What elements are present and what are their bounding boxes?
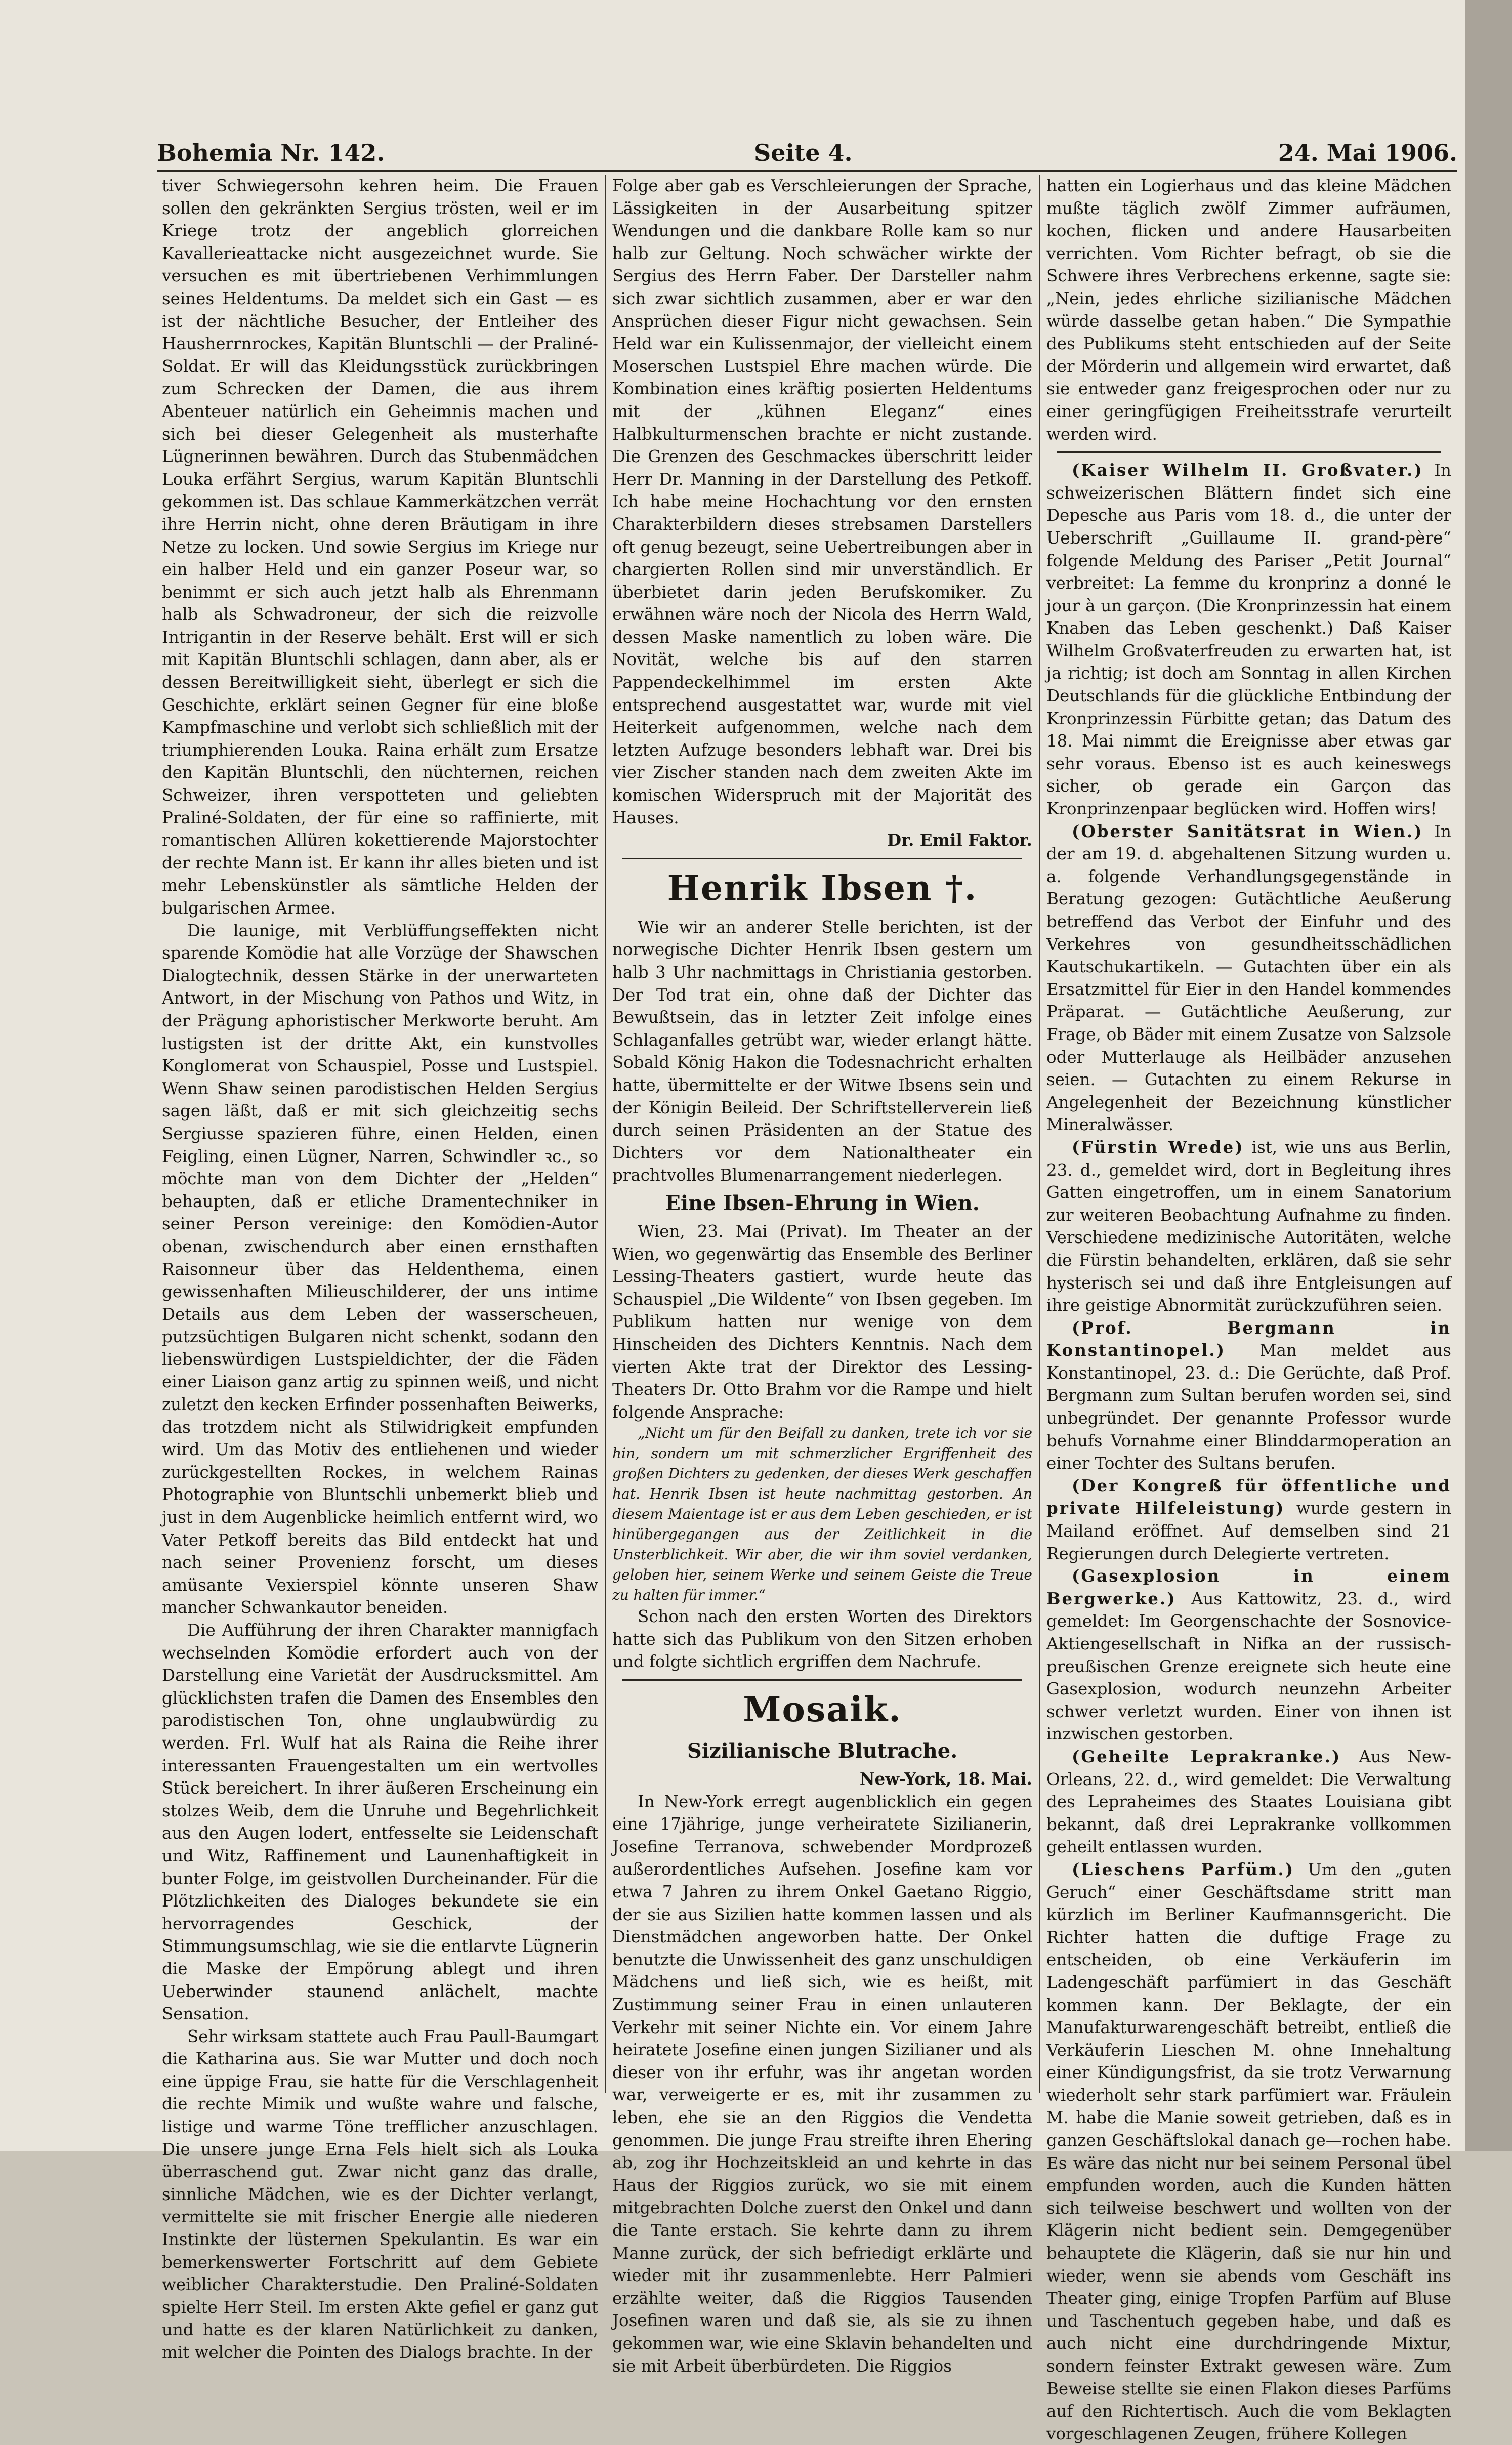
news-item-body: In der am 19. d. abgehaltenen Sitzung wurden u. a. folgende Verhandlungsgegenstände in Beratung gezogen: Gutächtliche Aeußerung betreffend das Verbot der Einfuhr und des Verkehres von gesundheitsschädlichen Kautschukartikeln. — Gutachten über ein als Ersatzmittel für Eier in den Handel kommendes Präparat. — Gutächtliche Aeußerung, zur Frage, ob Bäder mit einem Zusatze von Salzsole oder Mutterlauge als Heilbäder anzusehen seien. — Gutachten zu einem Rekurse in Angelegenheit der Bezeichnung künstlicher Mineralwässer.: [1046, 821, 1451, 1135]
news-item-bergmann: [1046, 1317, 1451, 1475]
news-item-title: (Geheilte Leprakranke.): [1072, 1746, 1341, 1766]
news-item-title: (Lieschens Parfüm.): [1072, 1859, 1295, 1879]
news-item-title: (Kaiser Wilhelm II. Großvater.): [1072, 460, 1423, 480]
mosaik-heading: Mosaik.: [743, 1689, 902, 1730]
page-header: [157, 129, 1457, 175]
paragraph: Sehr wirksam stattete auch Frau Paull-Baumgart die Katharina aus. Sie war Mutter und doch noch eine üppige Frau, sie hatte für die Verschlagenheit die rechte Mimik und wußte wahre und falsche, listige und warme Töne trefflicher anzuschlagen. Die unsere junge Erna Fels hielt sich als Louka überraschend gut. Zwar nicht ganz das dralle, sinnliche Mädchen, wie es der Dichter verlangt, vermittelte sie mit frischer Energie alle niederen Instinkte der lüsternen Spekulantin. Es war ein bemerkenswerter Fortschritt auf dem Gebiete weiblicher Charakterstudie. Den Praliné-Soldaten spielte Herr Steil. Im ersten Akte gefiel er ganz gut und hatte es der klaren Natürlichkeit zu danken, mit welcher die Pointen des Dialogs brachte. In der: [162, 2026, 598, 2362]
news-item-title: (Fürstin Wrede): [1072, 1137, 1244, 1157]
blutrache-heading: Sizilianische Blutrache.: [687, 1739, 958, 1763]
news-item-body: wurde gestern in Mailand eröffnet. Auf demselben sind 21 Regierungen durch Delegierte vertreten.: [1046, 1499, 1451, 1563]
news-item-title: (Der Kongreß für öffentliche und private Hilfeleistung): [1046, 1475, 1451, 1518]
news-item-kaiser: [1046, 459, 1451, 820]
ibsen-heading: Henrik Ibsen †.: [667, 867, 978, 908]
author-signature: Dr. Emil Faktor.: [887, 830, 1032, 850]
paragraph: Wien, 23. Mai (Privat). Im Theater an der Wien, wo gegenwärtig das Ensemble des Berliner Lessing-Theaters gastiert, wurde heute das Schauspiel „Die Wildente“ von Ibsen gegeben. Im Publikum hatten nur wenige von dem Hinscheiden des Dichters Kenntnis. Nach dem vierten Akte trat der Direktor des Lessing-Theaters Dr. Otto Brahm vor die Rampe und hielt folgende Ansprache:: [612, 1221, 1032, 1422]
paragraph: Die Aufführung der ihren Charakter mannigfach wechselnden Komödie erfordert auch von der Darstellung eine Varietät der Ausdrucksmittel. Am glücklichsten trafen die Damen des Ensembles den parodistischen Ton, ohne unglaubwürdig zu werden. Frl. Wulf hat als Raina die Reihe ihrer interessanten Frauengestalten um ein wertvolles Stück bereichert. In ihrer äußeren Erscheinung ein stolzes Weib, dem die Unruhe und Begehrlichkeit aus den Augen lodert, entfesselte sie Leidenschaft und Witz, Raffinement und Launenhaftigkeit in bunter Folge, im geistvollen Durcheinander. Für die Plötzlichkeiten des Dialoges bekundete sie ein hervorragendes Geschick, der Stimmungsumschlag, wie sie die entlarvte Lügnerin die Maske der Empörung ablegt und ihren Ueberwinder staunend anlächelt, machte Sensation.: [162, 1621, 598, 2024]
news-item-kongress: [1046, 1475, 1451, 1565]
column-3: [1046, 175, 1451, 2443]
column-2: [612, 175, 1032, 2376]
news-item-body: Aus Kattowitz, 23. d., wird gemeldet: Im Georgenschachte der Sosnovice-Aktiengesellschaft in Nifka an der russisch-preußischen Grenze ereignete sich heute eine Gasexplosion, wodurch neunzehn Arbeiter schwer verletzt wurden. Einer von ihnen ist inzwischen gestorben.: [1046, 1589, 1451, 1744]
news-item-title: (Gasexplosion in einem Bergwerke.): [1046, 1566, 1451, 1608]
header-date: 24. Mai 1906.: [1278, 139, 1457, 167]
section-rule: [1057, 451, 1441, 453]
paragraph: tiver Schwiegersohn kehren heim. Die Frauen sollen den gekränkten Sergius trösten, weil er im Kriege trotz der angeblich glorreichen Kavallerieattacke nicht ausgezeichnet wurde. Sie versuchen es mit übertriebenen Verhimmlungen seines Heldentums. Da meldet sich ein Gast — es ist der nächtliche Besucher, der Entleiher des Hausherrnrockes, Kapitän Bluntschli — der Praliné-Soldat. Er will das Kleidungsstück zurückbringen zum Schrecken der Damen, die aus ihrem Abenteuer natürlich ein Geheimnis machen und sich bei dieser Gelegenheit als musterhafte Lügnerinnen bewähren. Durch das Stubenmädchen Louka erfährt Sergius, warum Kapitän Bluntschli gekommen ist. Das schlaue Kammerkätzchen verrät ihre Herrin nicht, ohne deren Bräutigam in ihre Netze zu locken. Und sowie Sergius im Kriege nur ein halber Held und ein ganzer Poseur war, so benimmt er sich auch jetzt halb als Ehrenmann halb als Schwadroneur, der sich die reizvolle Intrigantin in der Reserve behält. Erst will er sich mit Kapitän Bluntschli schlagen, dann aber, als er dessen Bereitwilligkeit sieht, überlegt er sich die Geschichte, erklärt seinen Gegner für eine bloße Kampfmaschine und verlobt sich schließlich mit der triumphierenden Louka. Raina erhält zum Ersatze den Kapitän Bluntschli, den nüchternen, reichen Schweizer, ihren verspotteten und geliebten Praliné-Soldaten, der für eine so raffinierte, mit romantischen Allüren kokettierende Majorstochter der rechte Mann ist. Er kann ihr alles bieten und ist mehr Lebenskünstler als sämtliche Helden der bulgarischen Armee.: [162, 176, 598, 918]
news-item-body: Aus New-Orleans, 22. d., wird gemeldet: Die Verwaltung des Lepraheimes des Staates Louisiana gibt bekannt, daß drei Leprakranke vollkommen geheilt entlassen wurden.: [1046, 1747, 1451, 1857]
news-item-body: Man meldet aus Konstantinopel, 23. d.: Die Gerüchte, daß Prof. Bergmann zum Sultan berufen worden sei, sind unbegründet. Der genannte Professor wurde behufs Vornahme einer Blinddarmoperation an einer Tochter des Sultans berufen.: [1046, 1341, 1451, 1473]
news-item-sanitaetsrat: [1046, 820, 1451, 1136]
paragraph: Folge aber gab es Verschleierungen der Sprache, Lässigkeiten in der Ausarbeitung spitzer Wendungen und die dankbare Rolle kam so nur halb zur Geltung. Noch schwächer wirkte der Sergius des Herrn Faber. Der Darsteller nahm sich zwar sichtlich zusammen, aber er war den Ansprüchen dieser Figur nicht gewachsen. Sein Held war ein Kulissenmajor, der vielleicht einem Moserschen Lustspiel Ehre machen würde. Die Kombination eines kräftig posierten Heldentums mit der „kühnen Eleganz“ eines Halbkulturmenschen brachte er nicht zustande. Die Grenzen des Geschmackes überschritt leider Herr Dr. Manning in der Darstellung des Petkoff. Ich habe meine Hochachtung vor den ernsten Charakterbildern dieses strebsamen Darstellers oft genug bezeugt, seine Uebertreibungen aber in chargierten Rollen sind mir unverständlich. Er überbietet darin jeden Berufskomiker. Zu erwähnen wäre noch der Nicola des Herrn Wald, dessen Maske namentlich zu loben wäre. Die Novität, welche bis auf den starren Pappendeckelhimmel im ersten Akte entsprechend ausgestattet war, wurde mit viel Heiterkeit aufgenommen, welche nach dem letzten Aufzuge besonders lebhaft war. Drei bis vier Zischer standen nach dem zweiten Akte im komischen Widerspruch mit der Majorität des Hauses.: [612, 176, 1032, 827]
dateline: New-York, 18. Mai.: [859, 1769, 1032, 1789]
news-item-body: ist, wie uns aus Berlin, 23. d., gemeldet wird, dort in Begleitung ihres Gatten eingetroffen, um in einem Sanatorium zur weiteren Beobachtung Aufnahme zu finden. Verschiedene medizinische Autoritäten, welche die Fürstin behandelten, erklären, daß sie sehr hysterisch sei und daß ihre Entgleisungen auf ihre geistige Abnormität zurückzuführen seien.: [1046, 1137, 1451, 1315]
news-item-title: (Oberster Sanitätsrat in Wien.): [1072, 821, 1423, 841]
column-1: [162, 175, 598, 2362]
news-item-parfuem: [1046, 1858, 1451, 2445]
section-rule: [622, 1679, 1022, 1681]
ibsen-ehrung-heading: Eine Ibsen-Ehrung in Wien.: [665, 1191, 980, 1215]
news-item-lepra: [1046, 1746, 1451, 1858]
paragraph: Schon nach den ersten Worten des Direktors hatte sich das Publikum von den Sitzen erhoben und folgte sichtlich ergriffen dem Nachrufe.: [612, 1607, 1032, 1672]
header-page-number: Seite 4.: [754, 139, 853, 167]
section-rule: [622, 858, 1022, 859]
header-masthead: Bohemia Nr. 142.: [157, 139, 385, 167]
news-item-title: (Prof. Bergmann in Konstantinopel.): [1046, 1317, 1451, 1360]
paragraph: Die launige, mit Verblüffungseffekten nicht sparende Komödie hat alle Vorzüge der Shawschen Dialogtechnik, dessen Stärke in der unerwarteten Antwort, in der Mischung von Pathos und Witz, in der Prägung aphoristischer Merkworte beruht. Am lustigsten ist der dritte Akt, ein kunstvolles Konglomerat von Schauspiel, Posse und Lustspiel. Wenn Shaw seinen parodistischen Helden Sergius sagen läßt, daß er mit sich gleichzeitig sechs Sergiusse spazieren führe, einen Helden, einen Feigling, einen Lügner, Narren, Schwindler ꝛc., so möchte man von dem Dichter der „Helden“ behaupten, daß er etliche Dramentechniker in seiner Person vereinige: den Komödien-Autor obenan, zwischendurch aber einen ernsthaften Raisonneur über das Heldenthema, einen gewissenhaften Milieuschilderer, der uns intime Details aus dem Leben der wasserscheuen, putzsüchtigen Bulgaren nicht schenkt, sodann den liebenswürdigen Lustspieldichter, der die Fäden einer Liaison ganz artig zu spinnen weiß, und nicht zuletzt den kecken Erfinder possenhaften Beiwerks, das trotzdem nicht als Stilwidrigkeit empfunden wird. Um das Motiv des entliehenen und wieder zurückgestellten Rockes, in welchem Rainas Photographie von Bluntschli unbemerkt blieb und just in dem Augenblicke heimlich entfernt wird, wo Vater Petkoff bereits das Bild entdeckt hat und nach seiner Provenienz forscht, um dieses amüsante Vexierspiel könnte unseren Shaw mancher Schwankautor beneiden.: [162, 921, 598, 1618]
column-rule-1: [605, 175, 606, 2093]
column-rule-2: [1039, 175, 1040, 2093]
news-item-wrede: [1046, 1136, 1451, 1317]
quote-paragraph: „Nicht um für den Beifall zu danken, trete ich vor sie hin, sondern um mit schmerzlicher Ergriffenheit des großen Dichters zu gedenken, der dieses Werk geschaffen hat. Henrik Ibsen ist heute nachmittag gestorben. An diesem Maientage ist er aus dem Leben geschieden, er ist hinübergegangen aus der Zeitlichkeit in die Unsterblichkeit. Wir aber, die wir ihm soviel verdanken, geloben hier, seinem Werke und seinem Geiste die Treue zu halten für immer.“: [612, 1425, 1032, 1604]
paragraph: hatten ein Logierhaus und das kleine Mädchen mußte täglich zwölf Zimmer aufräumen, kochen, flicken und andere Hausarbeiten verrichten. Vom Richter befragt, ob sie die Schwere ihres Verbrechens erkenne, sagte sie: „Nein, jedes ehrliche sizilianische Mädchen würde dasselbe getan haben.“ Die Sympathie des Publikums steht entschieden auf der Seite der Mörderin und allgemein wird erwartet, daß sie entweder ganz freigesprochen oder nur zu einer geringfügigen Freiheitsstrafe verurteilt werden wird.: [1046, 176, 1451, 444]
news-item-body: In schweizerischen Blättern findet sich eine Depesche aus Paris vom 18. d., die unter der Ueberschrift „Guillaume II. grand-père“ folgende Meldung des Pariser „Petit Journal“ verbreitet: La femme du kronprinz a donné le jour à un garçon. (Die Kronprinzessin hat einem Knaben das Leben geschenkt.) Daß Kaiser Wilhelm Großvaterfreuden zu erwarten hat, ist ja richtig; ist doch am Sonntag in allen Kirchen Deutschlands für die glückliche Entbindung der Kronprinzessin Fürbitte getan; das Datum des 18. Mai nimmt die Ereignisse aber etwas gar sehr voraus. Ebenso ist es auch keineswegs sicher, ob gerade ein Garçon das Kronprinzenpaar beglücken wird. Hoffen wirs!: [1046, 461, 1451, 819]
news-item-body: Um den „guten Geruch“ einer Geschäftsdame stritt man kürzlich im Berliner Kaufmannsgericht. Die Richter hatten die duftige Frage zu entscheiden, ob eine Verkäuferin im Ladengeschäft parfümiert in das Geschäft kommen kann. Der Beklagte, der ein Manufakturwarengeschäft betreibt, entließ die Verkäuferin Lieschen M. ohne Innehaltung einer Kündigungsfrist, da sie trotz Verwarnung wiederholt sehr stark parfümiert war. Fräulein M. habe die Manie soweit getrieben, daß es in ganzen Geschäftslokal danach ge—rochen habe. Es wäre das nicht nur bei seinem Personal übel empfunden worden, auch die Kunden hätten sich teilweise beschwert und wollten von der Klägerin nicht bedient sein. Demgegenüber behauptete die Klägerin, daß sie nur hin und wieder, wenn sie abends vom Geschäft ins Theater ging, einige Tropfen Parfüm auf Bluse und Taschentuch gegeben habe, und daß es auch nicht eine durchdringende Mixtur, sondern feinster Extrakt gewesen wäre. Zum Beweise stellte sie einen Flakon dieses Parfüms auf den Richtertisch. Auch die vom Beklagten vorgeschlagenen Zeugen, frühere Kollegen: [1046, 1859, 1451, 2443]
paragraph: Wie wir an anderer Stelle berichten, ist der norwegische Dichter Henrik Ibsen gestern um halb 3 Uhr nachmittags in Christiania gestorben. Der Tod trat ein, ohne daß der Dichter das Bewußtsein, das in letzter Zeit infolge eines Schlaganfalles getrübt war, wieder erlangt hätte. Sobald König Hakon die Todesnachricht erhalten hatte, übermittelte er der Witwe Ibsens sein und der Königin Beileid. Der Schriftstellerverein ließ durch seinen Präsidenten an der Statue des Dichters vor dem Nationaltheater ein prachtvolles Blumenarrangement niederlegen.: [612, 917, 1032, 1185]
header-rule: [157, 170, 1457, 172]
news-item-gasexplosion: [1046, 1565, 1451, 1746]
paragraph: In New-York erregt augenblicklich ein gegen eine 17jährige, junge verheiratete Sizilianerin, Josefine Terranova, schwebender Mordprozeß außerordentliches Aufsehen. Josefine kam vor etwa 7 Jahren zu ihrem Onkel Gaetano Riggio, der sie aus Sizilien hatte kommen lassen und als Dienstmädchen angeworben hatte. Der Onkel benutzte die Unwissenheit des ganz unschuldigen Mädchens und ließ sich, wie es heißt, mit Zustimmung seiner Frau in einen unlauteren Verkehr mit seiner Nichte ein. Vor einem Jahre heiratete Josefine einen jungen Sizilianer und als dieser von ihr erfuhr, was ihr angetan worden war, verweigerte er es, mit ihr zusammen zu leben, ehe sie an den Riggios die Vendetta genommen. Die junge Frau streifte ihren Ehering ab, zog ihr Hochzeitskleid an und kehrte in das Haus der Riggios zurück, wo sie mit einem mitgebrachten Dolche zuerst den Onkel und dann die Tante erstach. Sie kehrte dann zu ihrem Manne zurück, der sich befriedigt erklärte und wieder mit ihr zusammenlebte. Herr Palmieri erzählte weiter, daß die Riggios Tausenden Josefinen waren und daß sie, als sie zu ihnen gekommen war, wie eine Sklavin behandelten und sie mit Arbeit überbürdeten. Die Riggios: [612, 1792, 1032, 2376]
page-edge: [1465, 0, 1512, 2151]
